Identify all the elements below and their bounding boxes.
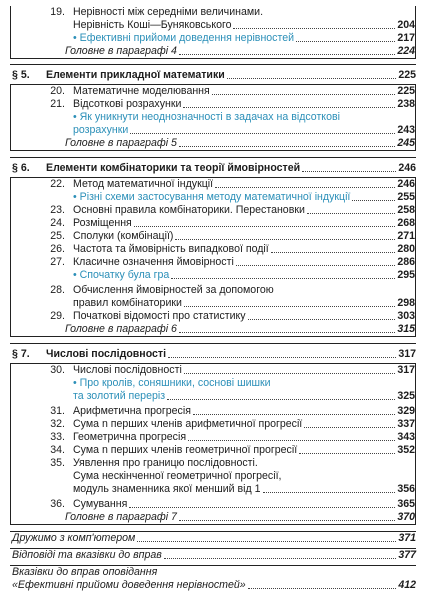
toc-item-31[interactable]: [11, 405, 415, 418]
toc-item-33[interactable]: [11, 431, 415, 444]
dot-leader: [179, 54, 395, 55]
section-number: § 5.: [12, 69, 30, 81]
page-number: 371: [398, 532, 416, 544]
item-title: Частота та ймовірність випадкової події: [73, 243, 269, 255]
toc-summary-7[interactable]: [11, 511, 415, 525]
toc-section-5[interactable]: [10, 69, 416, 82]
section-number: § 6.: [12, 162, 30, 174]
item-title: Математичне моделювання: [73, 85, 210, 97]
item-title: Початкові відомості про статистику: [73, 310, 246, 322]
toc-hints[interactable]: [10, 566, 416, 579]
item-number: 32.: [50, 418, 65, 430]
page-number: 337: [397, 418, 415, 430]
toc-subitem-percent-continued[interactable]: [11, 124, 415, 137]
toc-item-24[interactable]: [11, 217, 415, 230]
page-number: 268: [397, 217, 415, 229]
page-number: 325: [397, 390, 415, 402]
item-title: Геометрична прогресія: [73, 431, 187, 443]
dot-leader: [134, 226, 396, 227]
dot-leader: [271, 252, 396, 253]
dot-leader: [129, 507, 395, 508]
page-number: 238: [397, 98, 415, 110]
toc-item-36[interactable]: [11, 498, 415, 511]
dot-leader: [184, 373, 396, 374]
page-number: 370: [397, 511, 415, 523]
page-number: 317: [397, 364, 415, 376]
item-number: 35.: [50, 457, 65, 469]
item-title: Числові послідовності: [73, 364, 182, 376]
item-title-continued: правил комбінаторики: [73, 297, 182, 309]
backmatter-title: Вказівки до вправ оповідання: [12, 566, 158, 578]
item-number: 29.: [50, 310, 65, 322]
page-number: 255: [397, 191, 415, 203]
subitem-title-continued: та золотий переріз: [73, 390, 166, 402]
page-number: 271: [397, 230, 415, 242]
dot-leader: [164, 558, 397, 559]
dot-leader: [179, 332, 395, 333]
page-number: 315: [397, 323, 415, 335]
dot-leader: [248, 319, 396, 320]
item-title: Сумування: [73, 498, 128, 510]
page-number: 352: [397, 444, 415, 456]
toc-summary-5[interactable]: [11, 137, 415, 151]
toc-item-22[interactable]: [11, 178, 415, 191]
page-number: 246: [397, 178, 415, 190]
toc-subitem-induction[interactable]: [11, 191, 415, 204]
page-number: 343: [397, 431, 415, 443]
item-number: 31.: [50, 405, 65, 417]
page-number: 329: [397, 405, 415, 417]
toc-item-35-continued-2[interactable]: [11, 483, 415, 496]
dot-leader: [193, 414, 395, 415]
subitem-title: • Ефективні прийоми доведення нерівностей: [73, 32, 294, 45]
section-6-box: [10, 177, 416, 337]
item-number: 30.: [50, 364, 65, 376]
section-5-box: [10, 84, 416, 151]
dot-leader: [183, 107, 395, 108]
paragraph-4-tail: [10, 6, 416, 59]
toc-item-27[interactable]: [11, 256, 415, 269]
toc-item-23[interactable]: [11, 204, 415, 217]
item-title: Класичне означення ймовірності: [73, 256, 234, 268]
toc-item-29[interactable]: [11, 310, 415, 323]
dot-leader: [263, 492, 396, 493]
section-divider: [10, 343, 416, 344]
toc-item-20[interactable]: [11, 85, 415, 98]
page-number: 225: [398, 69, 416, 81]
subitem-title: • Різні схеми застосування методу математичної індукції: [73, 191, 350, 204]
toc-item-28[interactable]: [11, 284, 415, 297]
section-title: Елементи прикладної математики: [46, 69, 225, 81]
toc-item-25[interactable]: [11, 230, 415, 243]
summary-title: Головне в параграфі 6: [65, 323, 177, 335]
item-number: 21.: [50, 98, 65, 110]
item-title-continued: модуль знаменника якої менший від 1: [73, 483, 261, 495]
toc-subitem-rabbits[interactable]: [11, 377, 415, 390]
item-number: 27.: [50, 256, 65, 268]
dot-leader: [184, 306, 395, 307]
page-number: 412: [398, 579, 416, 591]
subitem-title: • Спочатку була гра: [73, 269, 169, 282]
section-divider: [10, 157, 416, 158]
toc-subitem-inequalities[interactable]: [11, 32, 415, 45]
section-number: § 7.: [12, 348, 30, 360]
item-number: 34.: [50, 444, 65, 456]
item-number: 19.: [50, 6, 65, 18]
item-title: Нерівності між середніми величинами.: [73, 6, 264, 18]
item-title: Сума n перших членів геометричної прогресії: [73, 444, 298, 456]
summary-title: Головне в параграфі 5: [65, 137, 177, 149]
section-title: Елементи комбінаторики та теорії ймовірностей: [46, 162, 301, 174]
item-number: 33.: [50, 431, 65, 443]
item-number: 25.: [50, 230, 65, 242]
backmatter-title: Дружимо з комп'ютером: [12, 532, 136, 544]
section-7-box: [10, 363, 416, 525]
toc-item-30[interactable]: [11, 364, 415, 377]
toc-summary-6[interactable]: [11, 323, 415, 337]
toc-item-32[interactable]: [11, 418, 415, 431]
dot-leader: [171, 278, 395, 279]
page-number: 217: [397, 32, 415, 44]
dot-leader: [175, 239, 395, 240]
dot-leader: [179, 146, 395, 147]
page-number: 243: [397, 124, 415, 136]
dot-leader: [307, 213, 395, 214]
toc-hints-continued[interactable]: [10, 579, 416, 592]
toc-subitem-rabbits-continued[interactable]: [11, 390, 415, 403]
summary-title: Головне в параграфі 4: [65, 45, 177, 57]
toc-subitem-percent[interactable]: [11, 111, 415, 124]
toc-section-6[interactable]: [10, 162, 416, 175]
summary-title: Головне в параграфі 7: [65, 511, 177, 523]
section-title: Числові послідовності: [46, 348, 167, 360]
item-number: 23.: [50, 204, 65, 216]
page-number: 258: [397, 204, 415, 216]
dot-leader: [168, 357, 396, 358]
toc-answers[interactable]: [10, 549, 416, 562]
item-title: Метод математичної індукції: [73, 178, 214, 190]
toc-item-35[interactable]: [11, 457, 415, 470]
toc-subitem-game[interactable]: [11, 269, 415, 282]
item-title-continued: Сума нескінченної геометричної прогресії,: [73, 470, 282, 482]
toc-item-19[interactable]: [11, 6, 415, 19]
dot-leader: [167, 399, 395, 400]
dot-leader: [236, 265, 396, 266]
page-number: 298: [397, 297, 415, 309]
toc-item-21[interactable]: [11, 98, 415, 111]
item-title: Уявлення про границю послідовності.: [73, 457, 258, 469]
page-number: 224: [397, 45, 415, 57]
subitem-title: • Як уникнути неоднозначності в задачах на відсоткові: [73, 111, 340, 124]
dot-leader: [188, 440, 395, 441]
dot-leader: [296, 41, 395, 42]
item-title: Основні правила комбінаторики. Перестановки: [73, 204, 305, 216]
page-number: 365: [397, 498, 415, 510]
toc-item-28-continued[interactable]: [11, 297, 415, 310]
page-number: 295: [397, 269, 415, 281]
subitem-title-continued: розрахунки: [73, 124, 129, 136]
page-number: 377: [398, 549, 416, 561]
item-title: Відсоткові розрахунки: [73, 98, 182, 110]
page-number: 286: [397, 256, 415, 268]
item-number: 26.: [50, 243, 65, 255]
item-number: 36.: [50, 498, 65, 510]
item-title: Сполуки (комбінації): [73, 230, 174, 242]
dot-leader: [233, 28, 395, 29]
toc-computer[interactable]: [10, 532, 416, 545]
dot-leader: [248, 588, 397, 589]
item-number: 22.: [50, 178, 65, 190]
toc-item-19-continued[interactable]: [11, 19, 415, 32]
toc-summary-4[interactable]: [11, 45, 415, 59]
item-title: Розміщення: [73, 217, 132, 229]
dot-leader: [227, 78, 397, 79]
dot-leader: [304, 427, 395, 428]
toc-item-35-continued[interactable]: [11, 470, 415, 483]
dot-leader: [179, 520, 395, 521]
page-number: 280: [397, 243, 415, 255]
toc-item-34[interactable]: [11, 444, 415, 457]
item-title-continued: Нерівність Коші—Буняковського: [73, 19, 232, 31]
dot-leader: [137, 541, 396, 542]
toc-item-26[interactable]: [11, 243, 415, 256]
page-number: 356: [397, 483, 415, 495]
backmatter-title-continued: «Ефективні прийоми доведення нерівностей»: [12, 579, 246, 591]
item-title: Арифметична прогресія: [73, 405, 191, 417]
dot-leader: [212, 94, 396, 95]
page-number: 245: [397, 137, 415, 149]
item-number: 20.: [50, 85, 65, 97]
subitem-title: • Про кролів, соняшники, соснові шишки: [73, 377, 271, 390]
dot-leader: [352, 200, 395, 201]
page-number: 317: [398, 348, 416, 360]
item-number: 24.: [50, 217, 65, 229]
page-number: 225: [397, 85, 415, 97]
page-number: 204: [397, 19, 415, 31]
dot-leader: [299, 453, 395, 454]
page-number: 246: [398, 162, 416, 174]
dot-leader: [302, 171, 396, 172]
item-number: 28.: [50, 284, 65, 296]
item-title: Обчислення ймовірностей за допомогою: [73, 284, 274, 296]
item-title: Сума n перших членів арифметичної прогресії: [73, 418, 303, 430]
dot-leader: [215, 187, 395, 188]
dot-leader: [130, 133, 395, 134]
section-divider: [10, 64, 416, 65]
toc-section-7[interactable]: [10, 348, 416, 361]
page-number: 303: [397, 310, 415, 322]
backmatter-title: Відповіді та вказівки до вправ: [12, 549, 162, 561]
